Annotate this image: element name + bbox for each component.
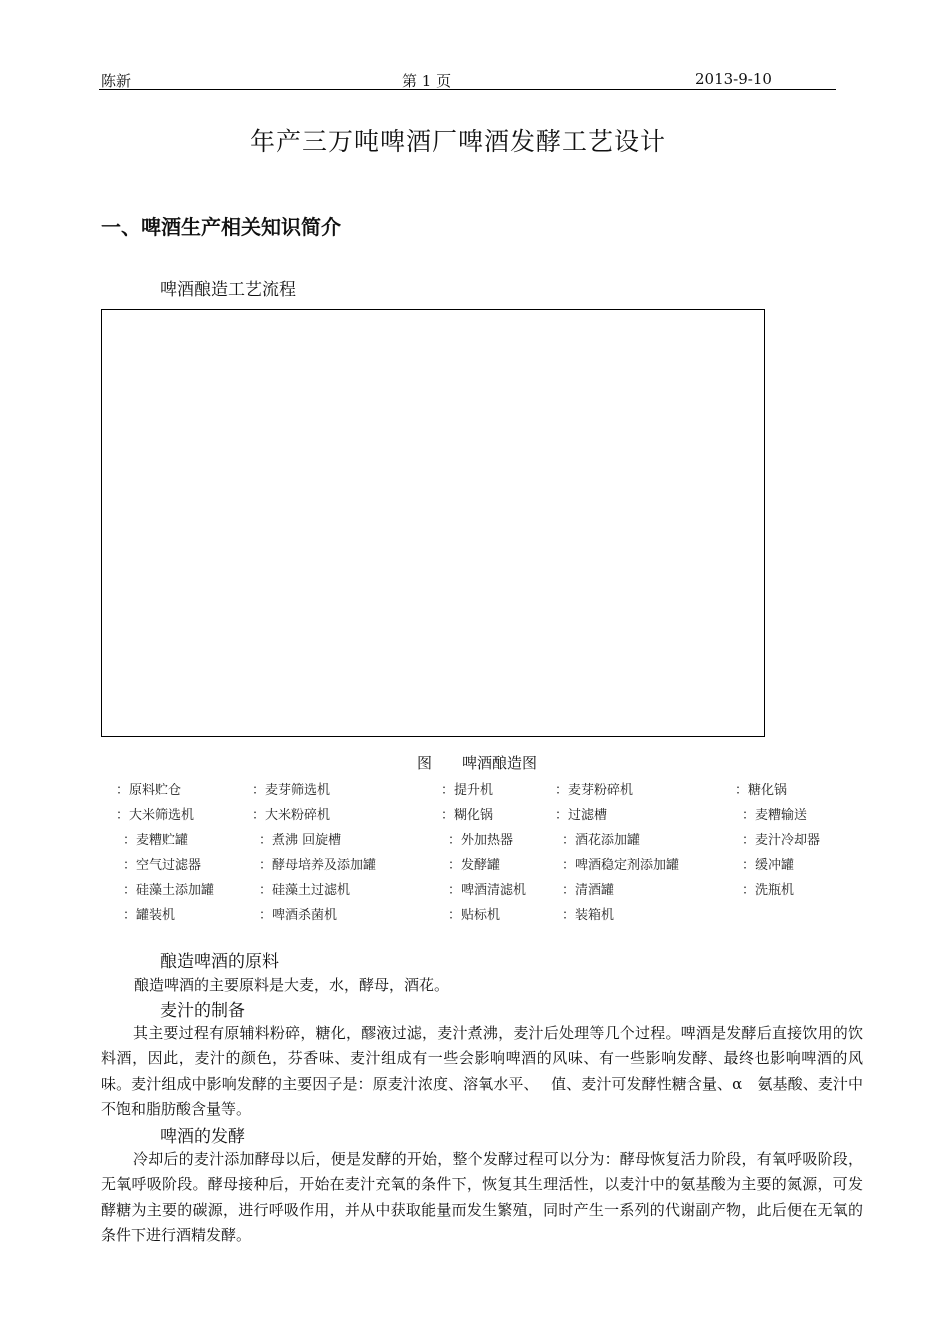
document-title: 年产三万吨啤酒厂啤酒发酵工艺设计 bbox=[250, 127, 667, 156]
legend-item: ：麦芽粉碎机 bbox=[555, 783, 634, 798]
legend-item: ：洗瓶机 bbox=[742, 883, 795, 898]
raw-materials-heading: 酿造啤酒的原料 bbox=[160, 952, 279, 972]
figure-caption-label: 图 bbox=[417, 754, 433, 772]
header-rule bbox=[99, 89, 836, 90]
legend-item: ：过滤槽 bbox=[555, 808, 608, 823]
legend-item: ：罐装机 bbox=[123, 908, 176, 923]
figure-caption-text: 啤酒酿造图 bbox=[462, 754, 538, 772]
header-author: 陈新 bbox=[101, 72, 132, 90]
legend-item: ：硅藻土添加罐 bbox=[123, 883, 215, 898]
legend-item: ：缓冲罐 bbox=[742, 858, 795, 873]
fermentation-heading: 啤酒的发酵 bbox=[160, 1127, 245, 1147]
legend-item: ：麦糟输送 bbox=[742, 808, 808, 823]
header-page-number: 第 1 页 bbox=[402, 72, 452, 90]
legend-item: ：酵母培养及添加罐 bbox=[259, 858, 377, 873]
figure-placeholder bbox=[101, 309, 765, 737]
legend-item: ：装箱机 bbox=[562, 908, 615, 923]
legend-item: ：麦汁冷却器 bbox=[742, 833, 821, 848]
wort-heading: 麦汁的制备 bbox=[160, 1001, 245, 1021]
wort-paragraph: 其主要过程有原辅料粉碎，糖化，醪液过滤，麦汁煮沸，麦汁后处理等几个过程。啤酒是发酵后直接饮用的饮料酒，因此，麦汁的颜色，芬香味、麦汁组成有一些会影响啤酒的风味、有一些影响发酵、最终也影响啤酒的风味。麦汁组成中影响发酵的主要因子是：原麦汁浓度、溶氧水平、 值、麦汁可发酵性糖含量、α 氨基酸、麦汁中不饱和脂肪酸含量等。 bbox=[101, 1024, 863, 1118]
legend-item: ：贴标机 bbox=[448, 908, 501, 923]
header-date: 2013-9-10 bbox=[695, 70, 772, 88]
section-heading: 一、啤酒生产相关知识简介 bbox=[101, 215, 341, 239]
legend-item: ：煮沸 回旋槽 bbox=[259, 833, 342, 848]
legend-item: ：糖化锅 bbox=[735, 783, 788, 798]
raw-materials-text: 酿造啤酒的主要原料是大麦，水，酵母，酒花。 bbox=[134, 976, 450, 994]
legend-item: ：啤酒杀菌机 bbox=[259, 908, 338, 923]
legend-item: ：麦糟贮罐 bbox=[123, 833, 189, 848]
legend-item: ：酒花添加罐 bbox=[562, 833, 641, 848]
legend-item: ：清酒罐 bbox=[562, 883, 615, 898]
legend-item: ：发酵罐 bbox=[448, 858, 501, 873]
legend-item: ：糊化锅 bbox=[441, 808, 494, 823]
legend-item: ：啤酒稳定剂添加罐 bbox=[562, 858, 680, 873]
figure-intro: 啤酒酿造工艺流程 bbox=[160, 280, 296, 300]
fermentation-paragraph: 冷却后的麦汁添加酵母以后，便是发酵的开始，整个发酵过程可以分为：酵母恢复活力阶段，有氧呼吸阶段，无氧呼吸阶段。酵母接种后，开始在麦汁充氧的条件下，恢复其生理活性，以麦汁中的氨基酸为主要的氮源，可发酵糖为主要的碳源，进行呼吸作用，并从中获取能量而发生繁殖，同时产生一系列的代谢副产物，此后便在无氧的条件下进行酒精发酵。 bbox=[101, 1150, 863, 1244]
legend-item: ：原料贮仓 bbox=[116, 783, 182, 798]
legend-item: ：硅藻土过滤机 bbox=[259, 883, 351, 898]
legend-item: ：空气过滤器 bbox=[123, 858, 202, 873]
legend-item: ：啤酒清滤机 bbox=[448, 883, 527, 898]
legend-item: ：大米筛选机 bbox=[116, 808, 195, 823]
legend-item: ：提升机 bbox=[441, 783, 494, 798]
legend-item: ：麦芽筛选机 bbox=[252, 783, 331, 798]
legend-item: ：外加热器 bbox=[448, 833, 514, 848]
legend-item: ：大米粉碎机 bbox=[252, 808, 331, 823]
